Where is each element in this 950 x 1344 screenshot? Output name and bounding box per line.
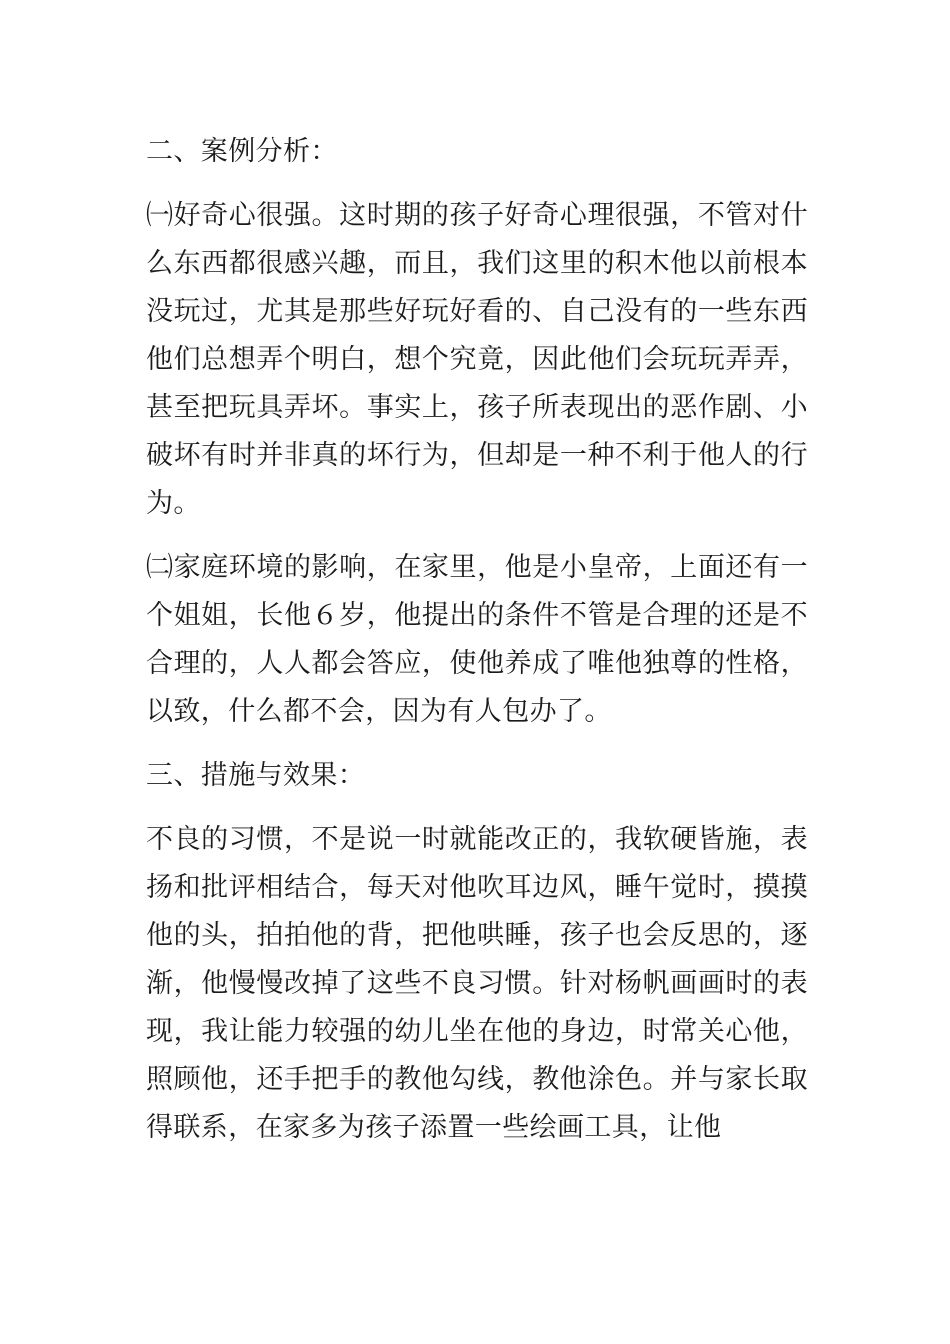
section-heading-case-analysis: 二、案例分析： bbox=[146, 136, 338, 167]
document-page bbox=[146, 128, 808, 1168]
paragraph-curiosity: ㈠好奇心很强。这时期的孩子好奇心理很强，不管对什么东西都很感兴趣，而且，我们这里的积木他以前根本没玩过，尤其是那些好玩好看的、自己没有的一些东西他们总想弄个明白，想个究竟，因此他们会玩玩弄弄，甚至把玩具弄坏。事实上，孩子所表现出的恶作剧、小破坏有时并非真的坏行为，但却是一种不利于他人的行为。 bbox=[146, 200, 808, 519]
paragraph-measures: 不良的习惯，不是说一时就能改正的，我软硬皆施，表扬和批评相结合，每天对他吹耳边风，睡午觉时，摸摸他的头，拍拍他的背，把他哄睡，孩子也会反思的，逐渐，他慢慢改掉了这些不良习惯。针对杨帆画画时的表现，我让能力较强的幼儿坐在他的身边，时常关心他，照顾他，还手把手的教他勾线，教他涂色。并与家长取得联系，在家多为孩子添置一些绘画工具，让他 bbox=[146, 824, 808, 1143]
section-heading-measures-effects: 三、措施与效果： bbox=[146, 760, 366, 791]
paragraph-family-environment: ㈡家庭环境的影响，在家里，他是小皇帝，上面还有一个姐姐，长他６岁，他提出的条件不管是合理的还是不合理的，人人都会答应，使他养成了唯他独尊的性格，以致，什么都不会，因为有人包办了。 bbox=[146, 552, 808, 727]
